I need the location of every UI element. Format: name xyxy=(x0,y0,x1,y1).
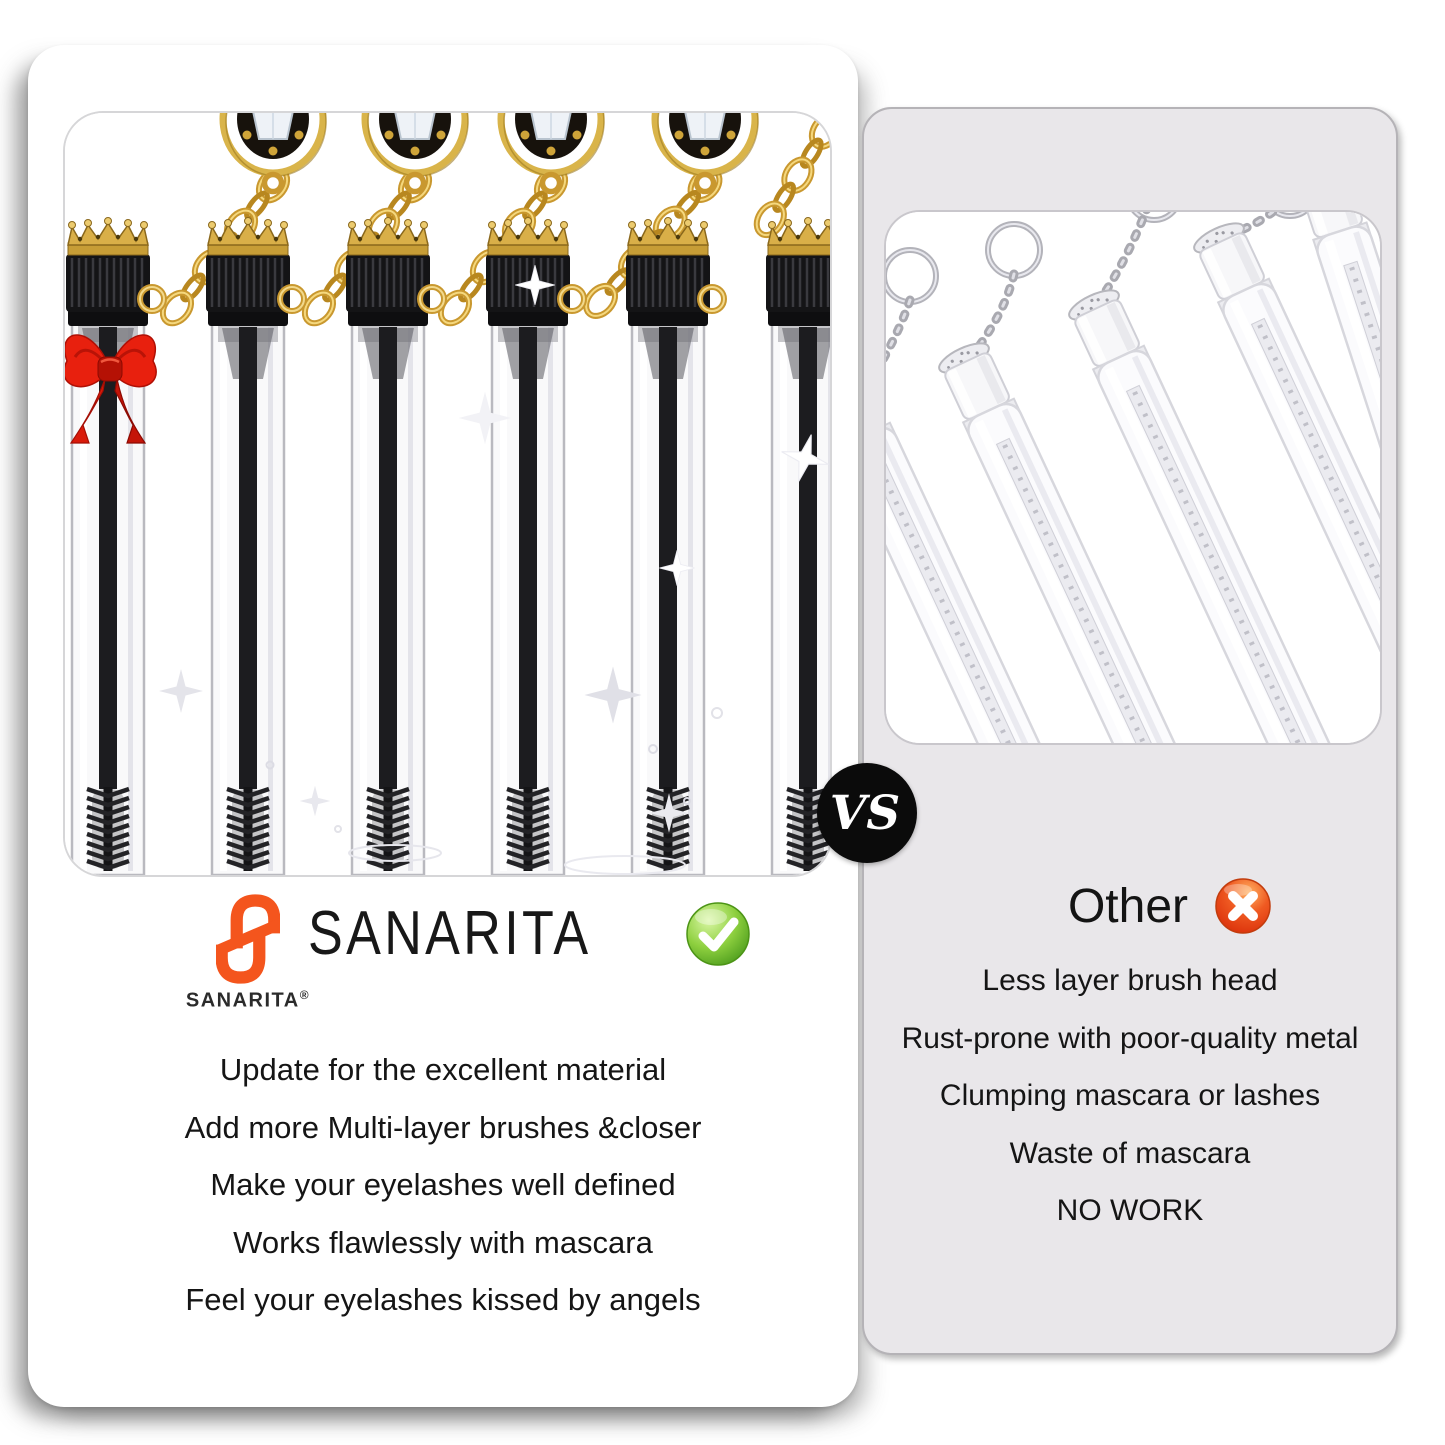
drawback-item: Clumping mascara or lashes xyxy=(939,1079,1321,1112)
sanarita-card xyxy=(28,45,858,1407)
drawback-item: NO WORK xyxy=(1056,1194,1204,1227)
brand-heading-row xyxy=(308,898,751,969)
other-product-photo xyxy=(884,210,1382,745)
feature-item: Update for the excellent material xyxy=(219,1052,667,1087)
vs-badge-label: VS xyxy=(829,785,901,841)
drawback-item: Waste of mascara xyxy=(1009,1136,1251,1170)
feature-item: Add more Multi-layer brushes &closer xyxy=(184,1109,702,1145)
feature-item: Feel your eyelashes kissed by angels xyxy=(185,1282,701,1317)
drawback-item: Rust-prone with poor-quality metal xyxy=(901,1021,1359,1055)
other-heading: Other xyxy=(1067,879,1189,933)
green-check-icon xyxy=(685,901,751,967)
sanarita-product-photo xyxy=(63,111,832,877)
brand-wordmark-small: SANARITA® xyxy=(185,988,311,1012)
drawback-item: Less layer brush head xyxy=(982,964,1278,997)
other-heading-row xyxy=(864,877,1396,935)
red-cross-icon xyxy=(1214,877,1272,935)
brand-heading: SANARITA xyxy=(308,899,592,968)
feature-list xyxy=(28,1041,858,1329)
sanarita-orange-s-icon xyxy=(216,892,280,986)
drawback-list xyxy=(864,952,1396,1240)
feature-item: Works flawlessly with mascara xyxy=(233,1224,653,1260)
other-card xyxy=(862,107,1398,1355)
feature-item: Make your eyelashes well defined xyxy=(210,1167,676,1202)
vs-badge xyxy=(817,763,917,863)
